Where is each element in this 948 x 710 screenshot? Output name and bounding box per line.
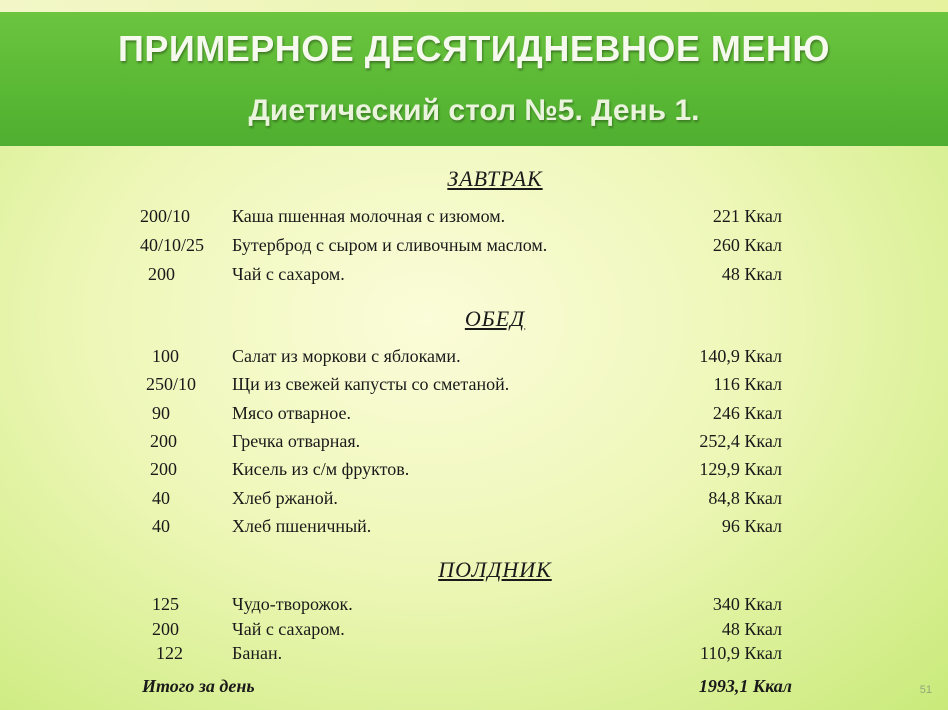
dish-name: Банан. [232, 643, 283, 663]
menu-row [0, 594, 948, 620]
portion: 200/10 [140, 206, 191, 226]
portion: 200 [150, 431, 177, 451]
dish-name: Чудо-творожок. [232, 594, 353, 614]
top-strip [0, 0, 948, 12]
menu-row [0, 403, 948, 429]
menu-row [0, 516, 948, 542]
portion: 90 [152, 403, 170, 423]
section-title-lunch: ОБЕД [464, 306, 526, 331]
calories: 221 Ккал [712, 206, 782, 226]
page-subtitle: Диетический стол №5. День 1. [248, 94, 700, 127]
portion: 125 [152, 594, 179, 614]
calories: 48 Ккал [721, 619, 782, 639]
menu-row [0, 431, 948, 457]
dish-name: Каша пшенная молочная с изюмом. [232, 206, 506, 226]
dish-name: Кисель из с/м фруктов. [232, 459, 410, 479]
dish-name: Мясо отварное. [232, 403, 351, 423]
menu-row [0, 264, 948, 290]
portion: 40/10/25 [140, 235, 205, 255]
menu-row [0, 488, 948, 514]
dish-name: Чай с сахаром. [232, 619, 345, 639]
portion: 122 [156, 643, 183, 663]
menu-row [0, 643, 948, 669]
dish-name: Хлеб пшеничный. [232, 516, 372, 536]
calories: 140,9 Ккал [699, 346, 782, 366]
total-value: 1993,1 Ккал [698, 676, 792, 696]
calories: 110,9 Ккал [700, 643, 782, 663]
calories: 48 Ккал [721, 264, 782, 284]
dish-name: Салат из моркови с яблоками. [232, 346, 461, 366]
portion: 200 [152, 619, 179, 639]
menu-row [0, 206, 948, 232]
section-title-breakfast: ЗАВТРАК [447, 166, 543, 191]
dish-name: Хлеб ржаной. [232, 488, 338, 508]
menu-row [0, 459, 948, 485]
menu-row [0, 619, 948, 645]
menu-row [0, 235, 948, 261]
portion: 40 [152, 488, 170, 508]
calories: 246 Ккал [712, 403, 782, 423]
portion: 200 [150, 459, 177, 479]
calories: 116 Ккал [713, 374, 782, 394]
portion: 40 [152, 516, 170, 536]
menu-row [0, 374, 948, 400]
page-title: ПРИМЕРНОЕ ДЕСЯТИДНЕВНОЕ МЕНЮ [118, 28, 830, 69]
portion: 200 [148, 264, 175, 284]
calories: 84,8 Ккал [708, 488, 782, 508]
calories: 96 Ккал [721, 516, 782, 536]
calories: 252,4 Ккал [699, 431, 782, 451]
dish-name: Чай с сахаром. [232, 264, 345, 284]
calories: 340 Ккал [712, 594, 782, 614]
dish-name: Щи из свежей капусты со сметаной. [232, 374, 510, 394]
section-title-snack: ПОЛДНИК [438, 557, 552, 582]
calories: 260 Ккал [712, 235, 782, 255]
portion: 100 [152, 346, 179, 366]
page-number: 51 [919, 684, 932, 696]
calories: 129,9 Ккал [699, 459, 782, 479]
total-label: Итого за день [142, 676, 255, 696]
menu-row [0, 346, 948, 372]
portion: 250/10 [146, 374, 197, 394]
dish-name: Бутерброд с сыром и сливочным маслом. [232, 235, 548, 255]
dish-name: Гречка отварная. [232, 431, 361, 451]
